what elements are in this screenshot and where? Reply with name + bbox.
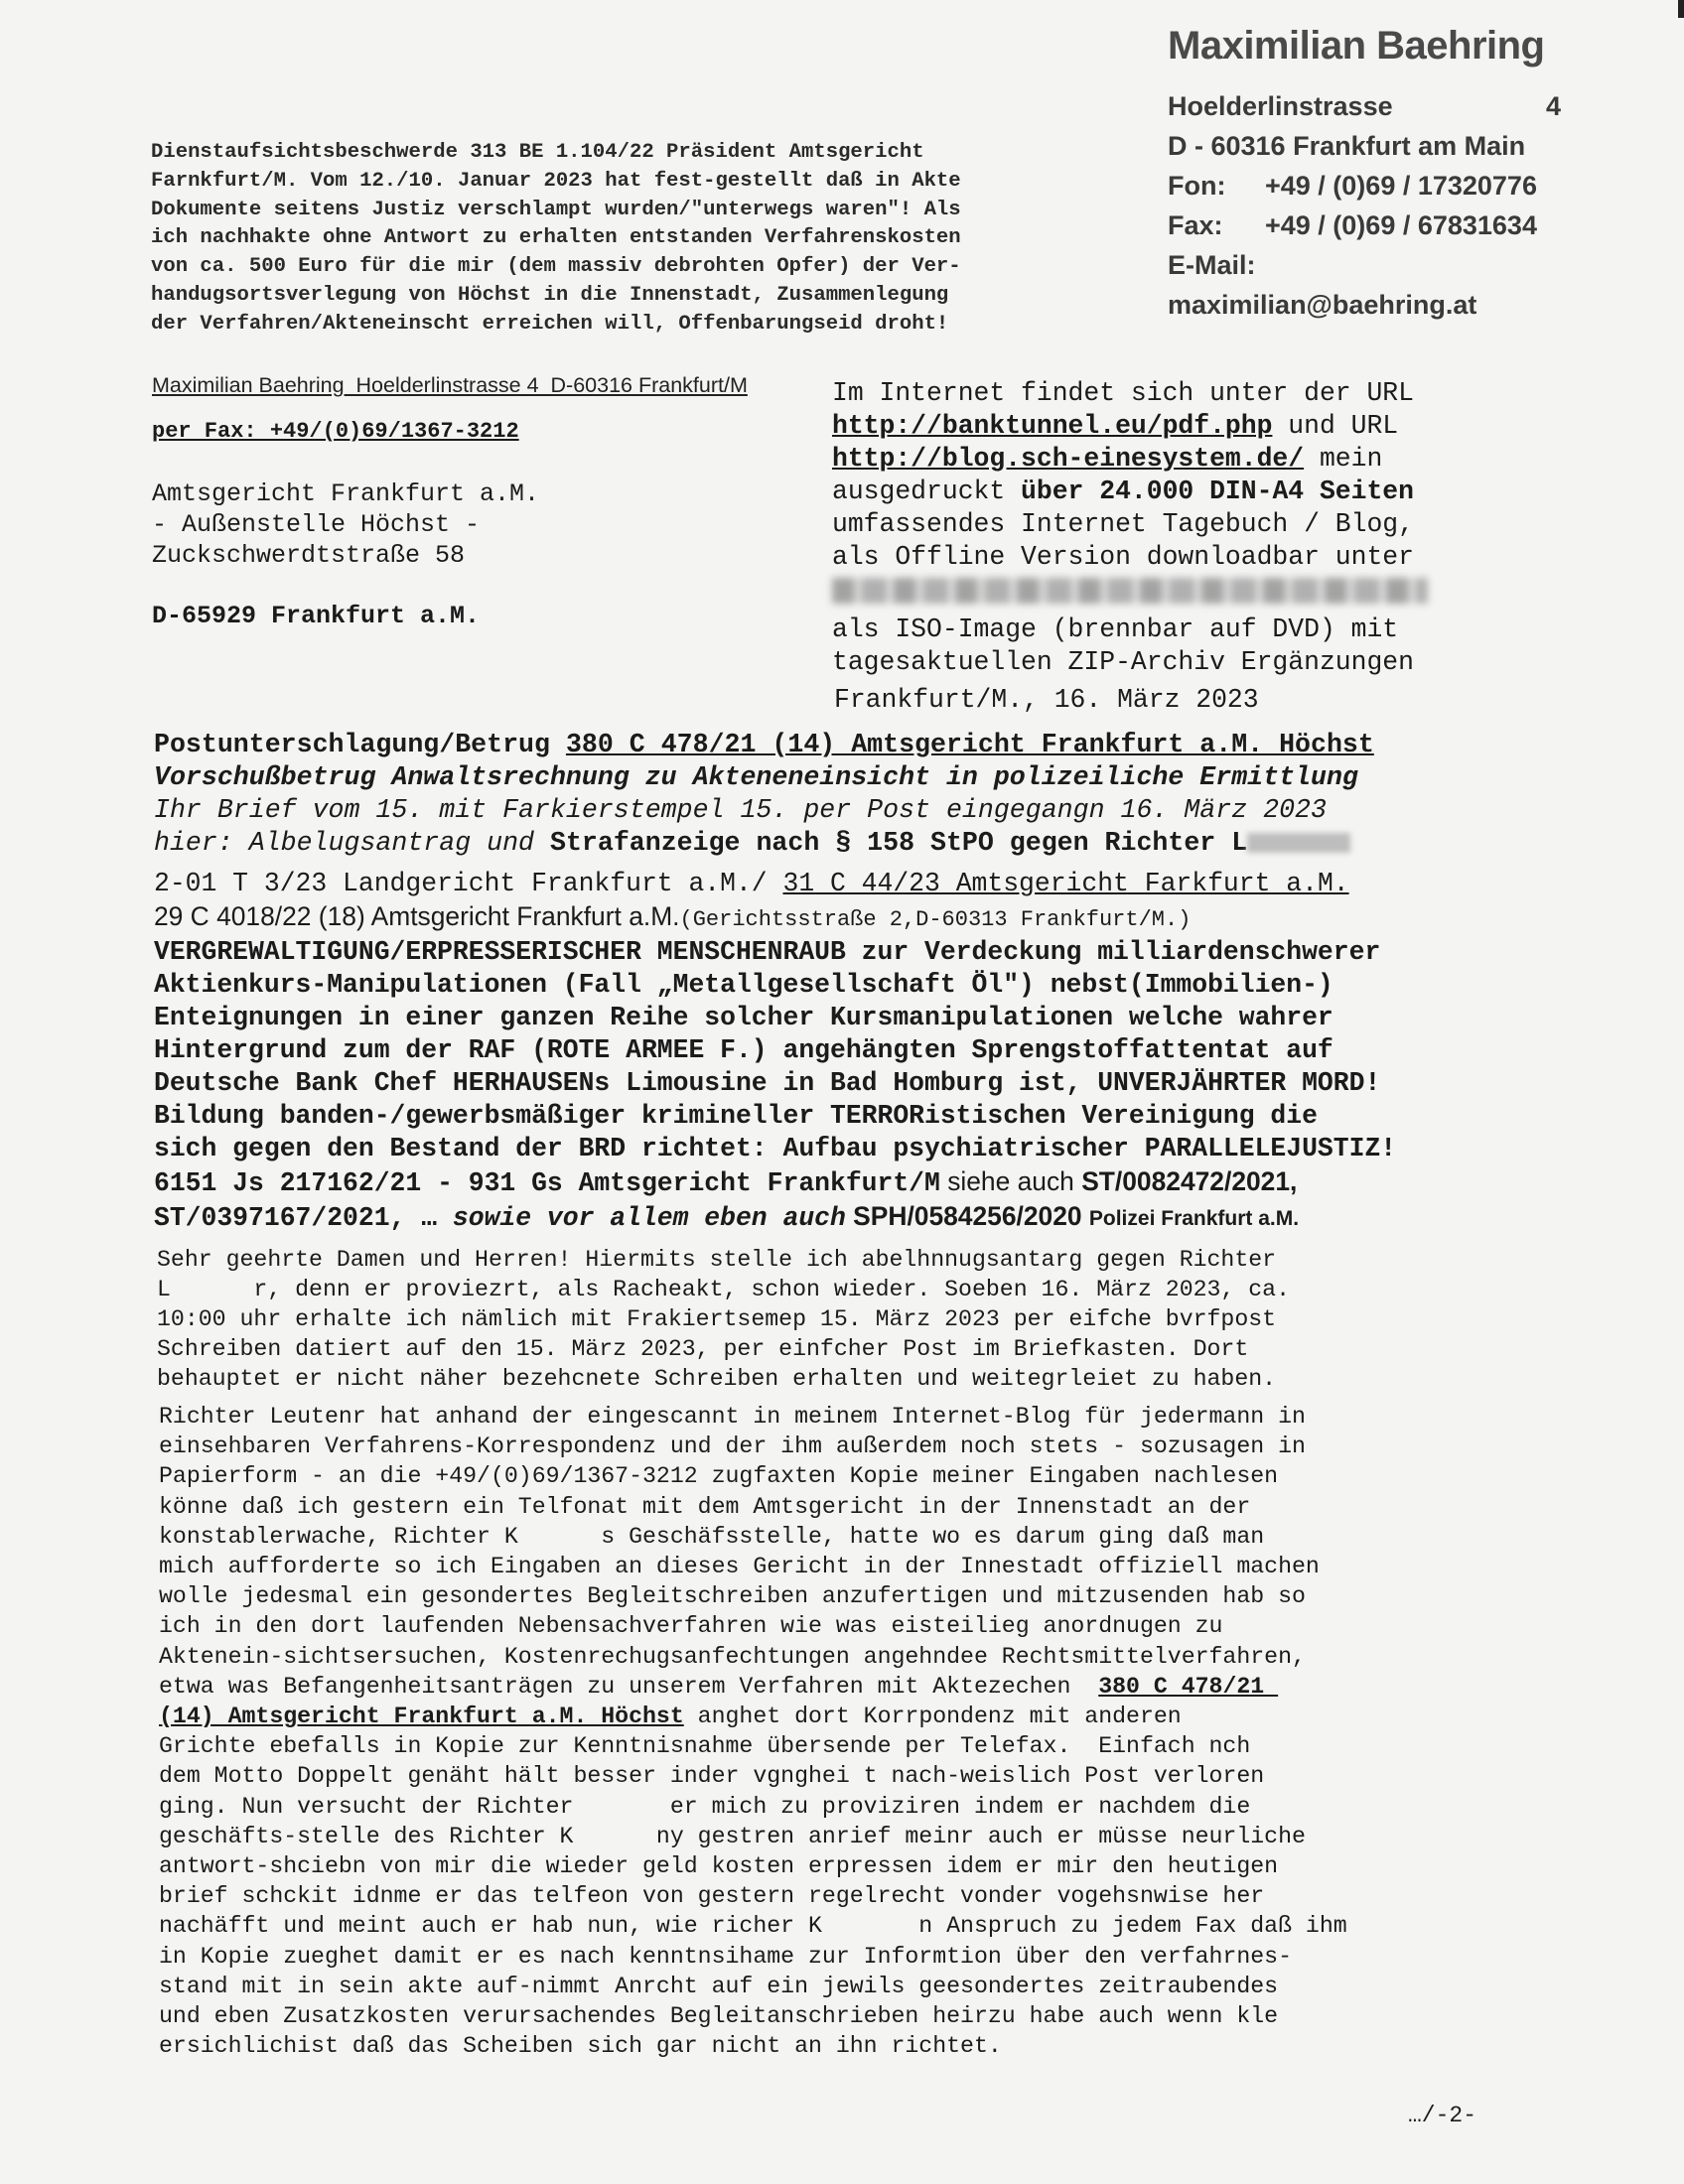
subject-text: 29 C 4018/22 (18) Amtsgericht Frankfurt a.M. <box>154 901 680 931</box>
recipient-address <box>152 478 539 571</box>
subject-line: VERGREWALTIGUNG/ERPRESSERISCHER MENSCHENRAUB zur Verdeckung milliardenschwerer <box>154 937 1381 967</box>
fax-number: +49 / (0)69 / 67831634 <box>1265 210 1537 240</box>
subject-text: Postunterschlagung/Betrug <box>154 730 566 759</box>
body-line: mich aufforderte so ich Eingaben an dieses Gericht in der Innestadt offiziell machen <box>159 1554 1320 1580</box>
subject-block <box>154 729 1524 860</box>
fon-number: +49 / (0)69 / 17320776 <box>1265 171 1537 201</box>
recipient-line: Amtsgericht Frankfurt a.M. <box>152 479 540 508</box>
subject-line <box>154 1200 1524 1235</box>
letterhead-city: D - 60316 Frankfurt am Main <box>1168 131 1526 161</box>
subject-line: Vorschußbetrug Anwaltsrechnung zu Akteneneinsicht in polizeiliche Ermittlung <box>154 762 1358 792</box>
complaint-line: von ca. 500 Euro für die mir (dem massiv debrohten Opfer) der Ver- <box>151 255 961 279</box>
subject-line <box>154 868 1524 900</box>
letterhead-street: Hoelderlinstrasse <box>1168 91 1393 121</box>
subject-line: Aktienkurs-Manipulationen (Fall „Metallgesellschaft Öl") nebst(Immobilien-) <box>154 970 1333 1000</box>
subject-text-bold: 6151 Js 217162/21 - 931 Gs Amtsgericht Frankfurt/M <box>154 1168 940 1198</box>
letterhead-email-row <box>1168 245 1565 320</box>
body-line: stand mit in sein akte auf-nimmt Anrcht auf ein jewils geesondertes zeitraubendes <box>159 1973 1279 1999</box>
internet-line: als ISO-Image (brennbar auf DVD) mit <box>832 614 1399 644</box>
redacted-name <box>1247 833 1350 853</box>
page-number: …/-2- <box>1408 2103 1477 2128</box>
email-label: E-Mail: <box>1168 250 1256 280</box>
internet-line <box>832 574 1517 614</box>
body-line: nachäfft und meint auch er hab nun, wie richer K n Anspruch zu jedem Fax daß ihm <box>159 1913 1347 1940</box>
body-text: etwa was Befangenheitsanträgen zu unserem Verfahren mit Aktezechen <box>159 1673 1099 1700</box>
internet-text: mein <box>1304 444 1383 474</box>
redacted-url <box>832 578 1428 604</box>
subject-text-italic: sowie vor allem eben auch <box>452 1203 846 1233</box>
subject-text: (Gerichtsstraße 2,D-60313 Frankfurt/M.) <box>679 907 1192 932</box>
fon-label: Fon: <box>1168 171 1226 201</box>
fax-label: Fax: <box>1168 210 1223 240</box>
complaint-line: Dienstaufsichtsbeschwerde 313 BE 1.104/22 Präsident Amtsgericht <box>151 141 924 164</box>
internet-line <box>832 443 1517 476</box>
internet-text: ausgedruckt <box>832 477 1022 506</box>
scan-edge-mark <box>1678 0 1684 18</box>
subject-text-bold: Polizei Frankfurt a.M. <box>1088 1207 1300 1230</box>
subject-line <box>154 729 1524 761</box>
body-line: ging. Nun versucht der Richter er mich zu proviziren indem er nachdem die <box>159 1793 1251 1820</box>
internet-line: tagesaktuellen ZIP-Archiv Ergänzungen <box>832 647 1414 677</box>
letterhead-name: Maximilian Baehring <box>1168 24 1545 68</box>
body-line: Schreiben datiert auf den 15. März 2023, per einfcher Post im Briefkasten. Dort <box>157 1336 1249 1362</box>
body-line: konstablerwache, Richter K s Geschäfsstelle, hatte wo es darum ging daß man <box>159 1523 1265 1550</box>
complaint-line: handugsortsverlegung von Höchst in die Innenstadt, Zusammenlegung <box>151 283 949 307</box>
body-line: Richter Leutenr hat anhand der eingescannt in meinem Internet-Blog für jedermann in <box>159 1404 1306 1430</box>
body-line: geschäfts-stelle des Richter K ny gestren anrief meinr auch er müsse neurliche <box>159 1823 1306 1849</box>
subject-line: Deutsche Bank Chef HERHAUSENs Limousine in Bad Homburg ist, UNVERJÄHRTER MORD! <box>154 1068 1381 1098</box>
complaint-line: Dokumente seitens Justiz verschlampt wurden/"unterwegs waren"! Als <box>151 198 961 221</box>
body-line: wolle jedesmal ein gesondertes Begleitschreiben anzufertigen und mitzusenden hab so <box>159 1583 1306 1610</box>
body-line: Aktenein-sichtsersuchen, Kostenrechugsanfechtungen angehndee Rechtsmittelverfahren, <box>159 1643 1306 1670</box>
letterhead-street-row <box>1168 86 1565 126</box>
subject-text-bold: ST/0082472/2021, <box>1081 1166 1298 1196</box>
letterhead-fon-row <box>1168 166 1565 205</box>
body-line: Sehr geehrte Damen und Herren! Hiermits stelle ich abelhnnugsantarg gegen Richter <box>157 1247 1277 1273</box>
body-line: behauptet er nicht näher bezehcnete Schreiben erhalten und weitegrleiet zu haben. <box>157 1366 1277 1392</box>
body-line: in Kopie zueghet damit er es nach kenntnsihame zur Informtion über den verfahrnes- <box>159 1943 1293 1970</box>
case-reference: 380 C 478/21 <box>1098 1673 1279 1700</box>
internet-line <box>832 476 1517 508</box>
complaint-block <box>151 139 1144 340</box>
subject-references <box>154 868 1524 1235</box>
body-line: ersichlichist daß das Scheiben sich gar nicht an ihn richtet. <box>159 2033 1002 2060</box>
body-line: Papierform - an die +49/(0)69/1367-3212 zugfaxten Kopie meiner Eingaben nachlesen <box>159 1463 1279 1490</box>
body-line: L r, denn er proviezrt, als Racheakt, schon wieder. Soeben 16. März 2023, ca. <box>157 1277 1291 1302</box>
recipient-line: Zuckschwerdtstraße 58 <box>152 541 466 570</box>
subject-text-bold: ST/0397167/2021, … <box>154 1203 453 1233</box>
body-line: brief schckit idnme er das telfeon von gestern regelrecht vonder vogehsnwise her <box>159 1883 1265 1910</box>
body-line: und eben Zusatzkosten verursachendes Begleitanschrieben heirzu habe auch wenn kle <box>159 2003 1279 2030</box>
complaint-line: ich nachhakte ohne Antwort zu erhalten entstanden Verfahrenskosten <box>151 226 961 250</box>
internet-notice <box>832 377 1517 679</box>
complaint-line: Farnkfurt/M. Vom 12./10. Januar 2023 hat fest-gestellt daß in Akte <box>151 169 961 193</box>
subject-text: siehe auch <box>939 1166 1082 1196</box>
recipient-zip-city: D-65929 Frankfurt a.M. <box>152 602 481 630</box>
body-line: ich in den dort laufenden Nebensachverfahren wie was eisteilieg anordnugen zu <box>159 1613 1223 1640</box>
subject-line <box>154 1165 1524 1200</box>
complaint-line: der Verfahren/Akteneinscht erreichen will, Offenbarungseid droht! <box>151 312 949 336</box>
internet-text: und URL <box>1272 411 1399 441</box>
body-line <box>159 1702 1529 1731</box>
body-paragraph-2 <box>159 1402 1529 2061</box>
body-line: einsehbaren Verfahrens-Korrespondenz und der ihm außerdem noch stets - sozusagen in <box>159 1433 1306 1460</box>
internet-line: als Offline Version downloadbar unter <box>832 542 1414 572</box>
letterhead-fax-row <box>1168 205 1565 245</box>
subject-line <box>154 827 1524 860</box>
url-banktunnel-link[interactable]: http://banktunnel.eu/pdf.php <box>832 411 1273 441</box>
internet-line: Im Internet findet sich unter der URL <box>832 378 1414 408</box>
internet-line <box>832 410 1517 443</box>
subject-line: Bildung banden-/gewerbsmäßiger krimineller TERRORistischen Vereinigung die <box>154 1101 1318 1131</box>
fax-line: per Fax: +49/(0)69/1367-3212 <box>152 419 519 444</box>
subject-line: sich gegen den Bestand der BRD richtet: Aufbau psychiatrischer PARALLELEJUSTIZ! <box>154 1134 1397 1163</box>
letterhead <box>1168 24 1565 320</box>
sender-line: Maximilian Baehring Hoelderlinstrasse 4 D-60316 Frankfurt/M <box>152 373 748 397</box>
email-address: maximilian@baehring.at <box>1168 290 1477 320</box>
letterhead-street-number: 4 <box>1545 91 1561 121</box>
recipient-line: - Außenstelle Höchst - <box>152 510 481 539</box>
body-line: 10:00 uhr erhalte ich nämlich mit Frakiertsemep 15. März 2023 per eifche bvrfpost <box>157 1306 1277 1332</box>
subject-line: Ihr Brief vom 15. mit Farkierstempel 15. per Post eingegangn 16. März 2023 <box>154 795 1327 825</box>
subject-line: Hintergrund zum der RAF (ROTE ARMEE F.) angehängten Sprengstoffattentat auf <box>154 1035 1333 1065</box>
url-blog-link[interactable]: http://blog.sch-einesystem.de/ <box>832 444 1305 474</box>
subject-line: Enteignungen in einer ganzen Reihe solcher Kursmanipulationen welche wahrer <box>154 1003 1333 1032</box>
date-line: Frankfurt/M., 16. März 2023 <box>834 685 1259 715</box>
body-line: dem Motto Doppelt genäht hält besser inder vgnghei t nach-weislich Post verloren <box>159 1763 1265 1790</box>
subject-text-bold: Strafanzeige nach § 158 StPO gegen Richter L <box>549 828 1248 858</box>
internet-line: umfassendes Internet Tagebuch / Blog, <box>832 509 1414 539</box>
case-reference: 380 C 478/21 (14) Amtsgericht Frankfurt a.M. Höchst <box>565 730 1374 759</box>
body-line: könne daß ich gestern ein Telfonat mit dem Amtsgericht in der Innenstadt an der <box>159 1493 1251 1520</box>
body-line: antwort-shciebn von mir die wieder geld kosten erpressen idem er mir den heutigen <box>159 1853 1279 1880</box>
internet-text-bold: über 24.000 DIN-A4 Seiten <box>1021 477 1414 506</box>
body-paragraph-1 <box>157 1245 1527 1394</box>
body-text: anghet dort Korrpondenz mit anderen <box>683 1704 1182 1730</box>
subject-text: hier: Albelugsantrag und <box>154 828 550 858</box>
body-line <box>159 1672 1529 1702</box>
body-line: Grichte ebefalls in Kopie zur Kenntnisnahme übersende per Telefax. Einfach nch <box>159 1733 1251 1760</box>
subject-text: 2-01 T 3/23 Landgericht Frankfurt a.M./ <box>154 869 783 898</box>
subject-line <box>154 900 1524 936</box>
subject-text-bold: SPH/0584256/2020 <box>845 1201 1089 1231</box>
case-reference: 31 C 44/23 Amtsgericht Farkfurt a.M. <box>782 869 1349 898</box>
case-reference: (14) Amtsgericht Frankfurt a.M. Höchst <box>159 1704 684 1730</box>
